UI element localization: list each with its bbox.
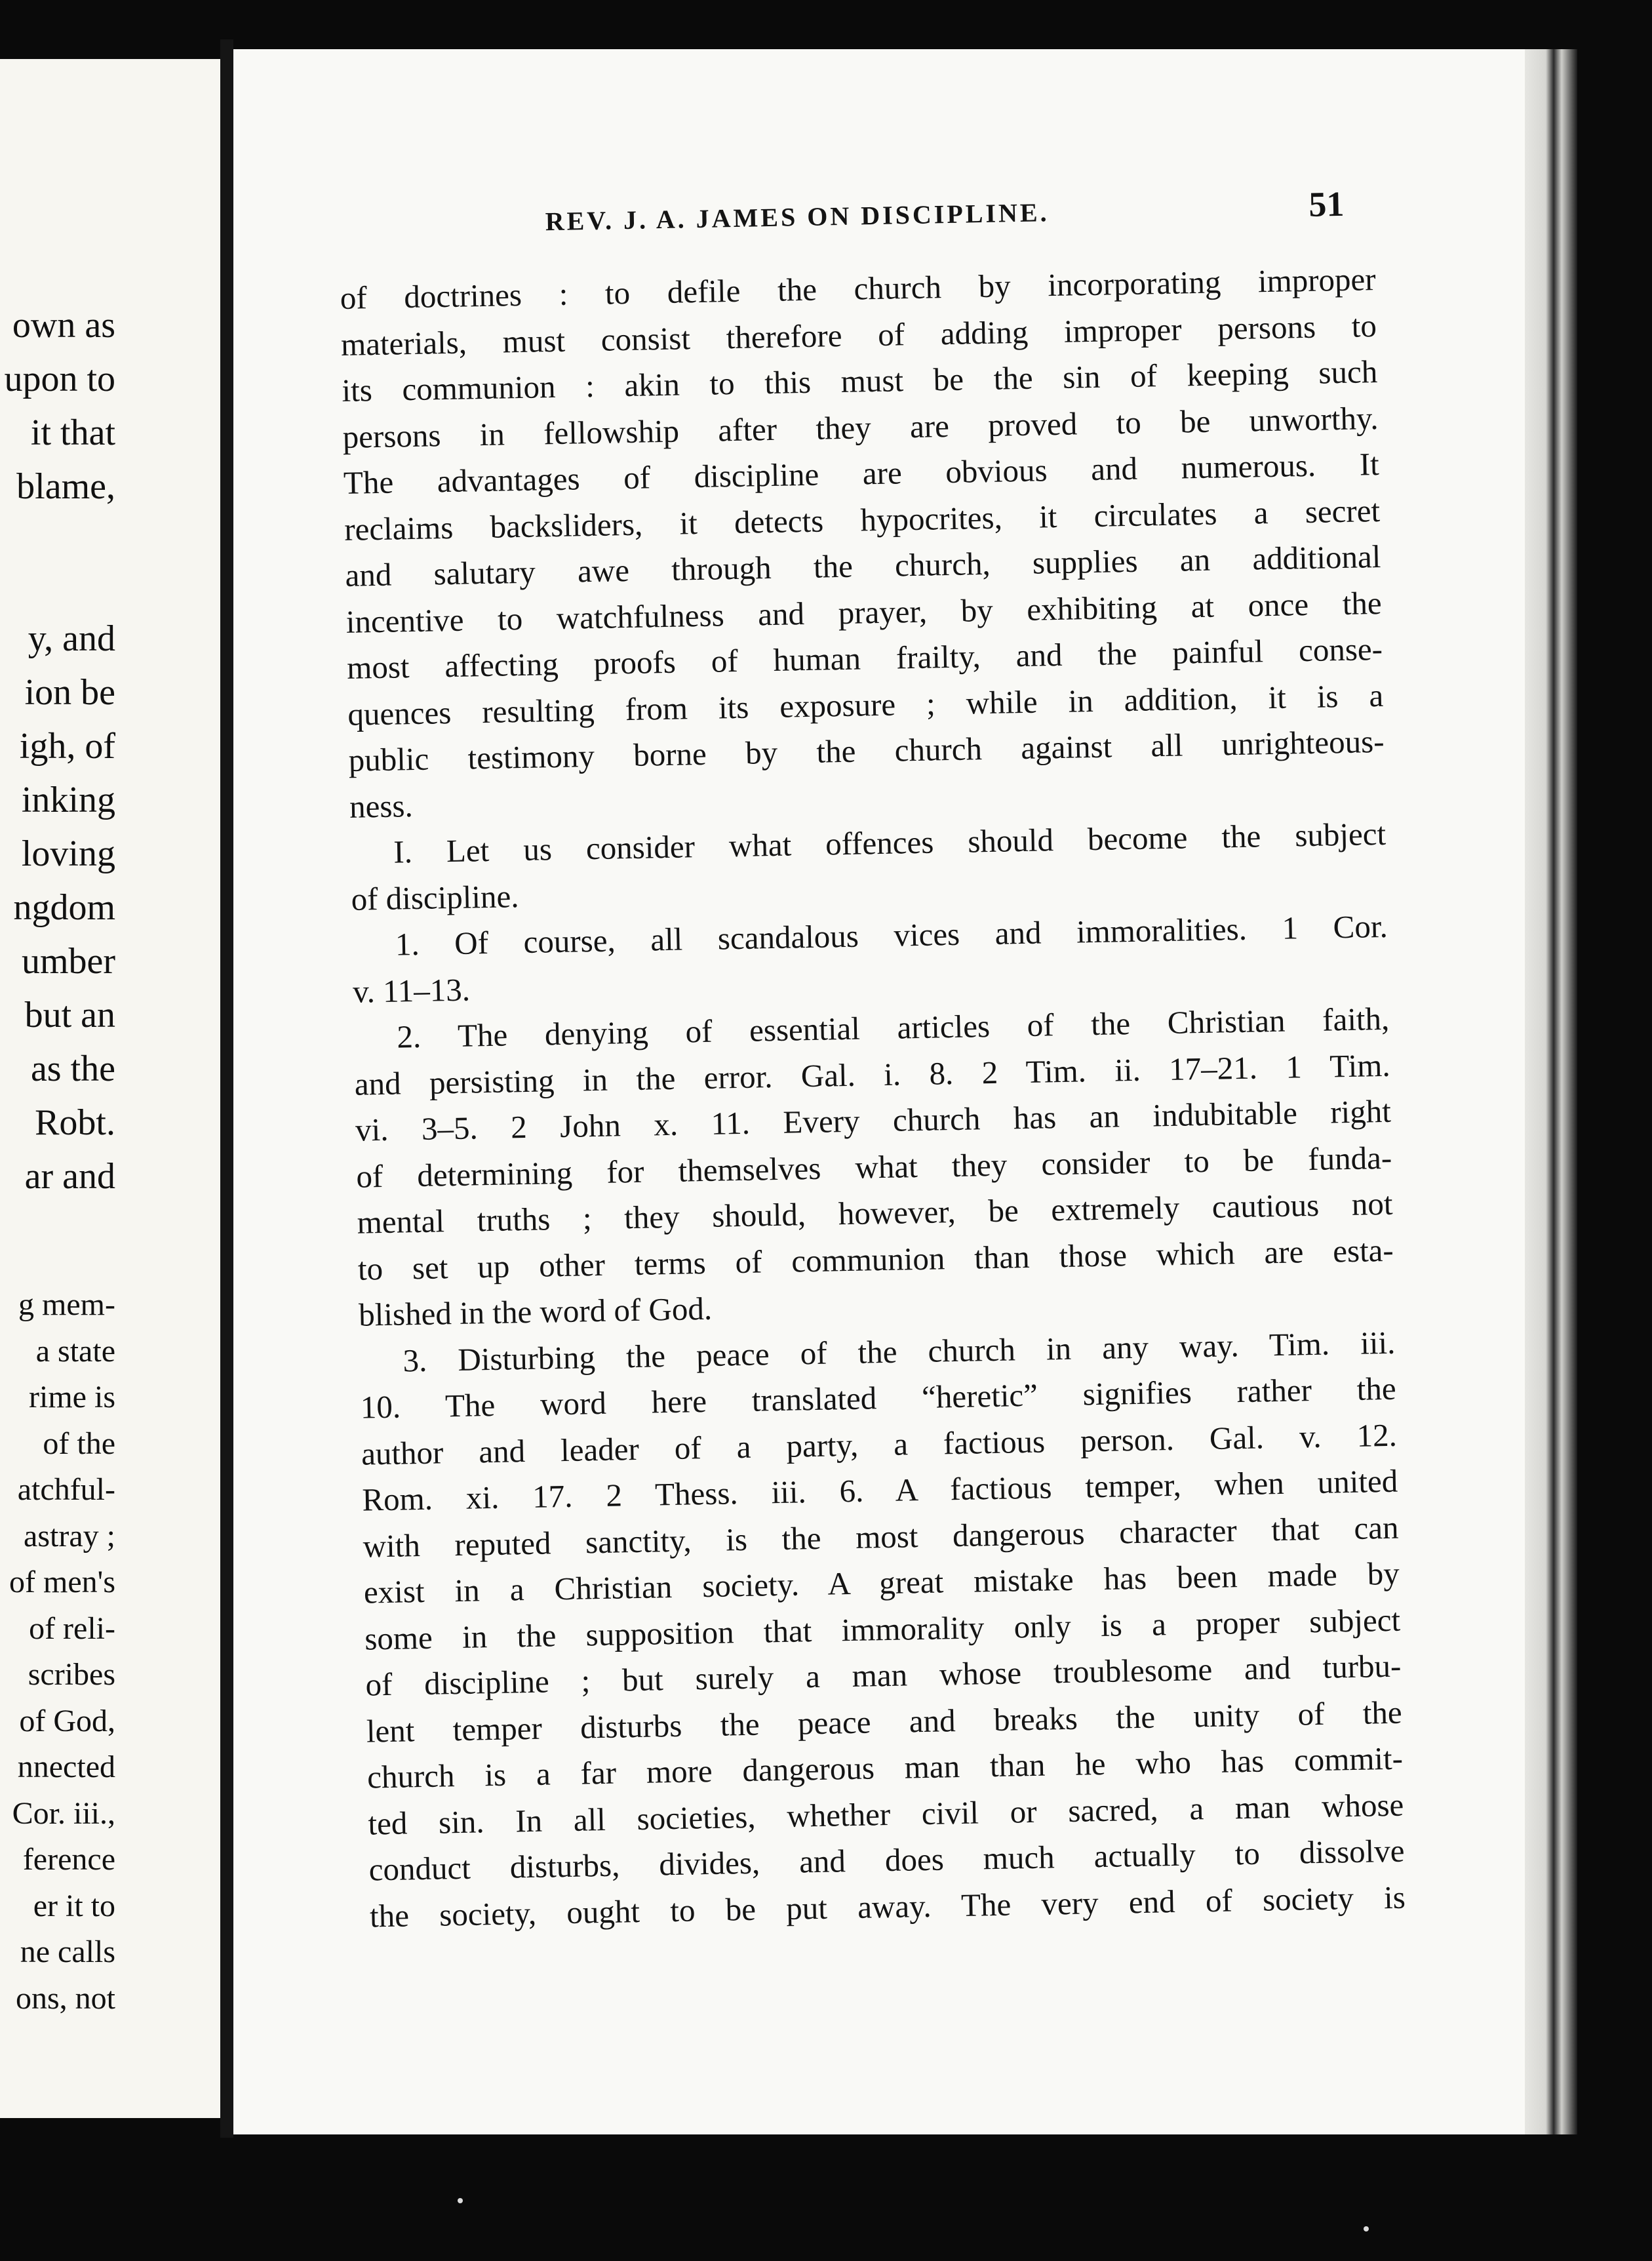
text-line: and salutary awe through the church, supplies an additional: [345, 538, 1381, 593]
left-line: ons, not: [15, 1980, 115, 2016]
text-line: v. 11–13.: [352, 971, 471, 1010]
text-line: of discipline.: [351, 877, 519, 917]
text-line: of determining for themselves what they consider to be funda-: [355, 1139, 1392, 1195]
left-page-text: [4, 298, 115, 2022]
page-number: 51: [1308, 184, 1345, 224]
left-line: of God,: [19, 1703, 115, 1738]
text-line: Rom. xi. 17. 2 Thess. iii. 6. A factious temper, when united: [361, 1462, 1398, 1518]
text-line: some in the supposition that immorality only is a proper subject: [364, 1601, 1401, 1657]
scan-speck: [1364, 2226, 1369, 2231]
left-line: nnected: [17, 1750, 115, 1784]
page-block-edge: [1525, 49, 1577, 2134]
text-line: conduct disturbs, divides, and does much actually to dissolve: [368, 1832, 1405, 1888]
text-line: public testimony borne by the church against all unrighteous-: [348, 723, 1385, 778]
left-line: ference: [22, 1842, 115, 1877]
text-line: 2. The denying of essential articles of the Christian faith,: [396, 1000, 1390, 1055]
left-line: but an: [24, 995, 115, 1035]
left-line: astray ;: [24, 1518, 115, 1553]
page-content: [338, 178, 1406, 1940]
text-line: ted sin. In all societies, whether civil or sacred, a man whose: [367, 1786, 1404, 1842]
left-line: inking: [21, 780, 115, 820]
paragraph: [340, 256, 1385, 830]
text-line: quences resulting from its exposure ; while in addition, it is a: [347, 677, 1384, 732]
text-line: 1. Of course, all scandalous vices and immoralities. 1 Cor.: [395, 908, 1388, 963]
text-line: the society, ought to be put away. The very end of society is: [369, 1879, 1406, 1934]
left-line: Robt.: [35, 1102, 115, 1143]
text-line: materials, must consist therefore of adding improper persons to: [340, 307, 1377, 363]
text-line: persons in fellowship after they are proved to be unworthy.: [342, 399, 1379, 455]
left-line: ar and: [24, 1156, 115, 1197]
left-line: g mem-: [18, 1287, 115, 1322]
left-line: as the: [30, 1049, 115, 1089]
left-line: it that: [30, 412, 115, 453]
left-line: er it to: [33, 1888, 115, 1923]
left-line: own as: [12, 305, 115, 346]
text-line: vi. 3–5. 2 John x. 11. Every church has an indubitable right: [355, 1092, 1392, 1148]
paragraph: [359, 1319, 1406, 1939]
text-line: 3. Disturbing the peace of the church in any way. Tim. iii.: [403, 1324, 1396, 1378]
text-line: mental truths ; they should, however, be extremely cautious not: [357, 1185, 1393, 1241]
left-line: ion be: [24, 672, 115, 713]
left-line: atchful-: [17, 1472, 115, 1507]
text-line: most affecting proofs of human frailty, and the painful conse-: [346, 630, 1383, 686]
left-line: loving: [21, 833, 115, 874]
left-line: of men's: [9, 1565, 115, 1599]
left-line: of reli-: [29, 1611, 115, 1646]
left-line: scribes: [28, 1657, 115, 1692]
text-line: incentive to watchfulness and prayer, by exhibiting at once the: [345, 584, 1383, 640]
text-line: exist in a Christian society. A great mistake has been made by: [363, 1555, 1400, 1611]
text-line: its communion : akin to this must be the sin of keeping such: [341, 353, 1378, 409]
text-line: The advantages of discipline are obvious and numerous. It: [343, 445, 1380, 501]
left-line: blame,: [16, 466, 115, 507]
left-line: ne calls: [20, 1934, 115, 1969]
running-head: REV. J. A. JAMES ON DISCIPLINE.: [545, 197, 1050, 237]
left-line: igh, of: [19, 726, 115, 767]
text-line: blished in the word of God.: [358, 1290, 713, 1333]
text-line: of doctrines : to defile the church by incorporating improper: [340, 261, 1377, 316]
right-page: [233, 49, 1525, 2134]
left-line: upon to: [4, 359, 115, 399]
text-line: reclaims backsliders, it detects hypocrites, it circulates a secret: [344, 492, 1381, 548]
left-line: ngdom: [13, 887, 115, 928]
paragraph: [353, 996, 1395, 1338]
text-line: 10. The word here translated “heretic” signifies rather the: [360, 1370, 1397, 1426]
text-line: to set up other terms of communion than those which are esta-: [357, 1231, 1394, 1287]
left-line: Cor. iii.,: [12, 1795, 115, 1831]
left-line: of the: [43, 1426, 115, 1461]
left-line: rime is: [29, 1380, 115, 1414]
left-line: a state: [35, 1333, 115, 1369]
scan-speck: [458, 2198, 463, 2203]
text-line: and persisting in the error. Gal. i. 8. 2 Tim. ii. 17–21. 1 Tim.: [354, 1047, 1391, 1102]
text-line: I. Let us consider what offences should become the subject: [393, 815, 1386, 870]
left-line: y, and: [28, 618, 115, 659]
text-line: author and leader of a party, a factious person. Gal. v. 12.: [361, 1416, 1398, 1472]
text-line: lent temper disturbs the peace and breaks the unity of the: [366, 1694, 1403, 1750]
text-line: church is a far more dangerous man than he who has commit-: [366, 1740, 1404, 1795]
text-line: of discipline ; but surely a man whose troublesome and turbu-: [365, 1647, 1402, 1703]
text-line: with reputed sanctity, is the most dangerous character that can: [363, 1509, 1399, 1565]
text-line: ness.: [349, 787, 414, 825]
left-line: umber: [21, 941, 115, 982]
book-gutter: [220, 39, 233, 2138]
left-page-fragment: [0, 59, 220, 2118]
